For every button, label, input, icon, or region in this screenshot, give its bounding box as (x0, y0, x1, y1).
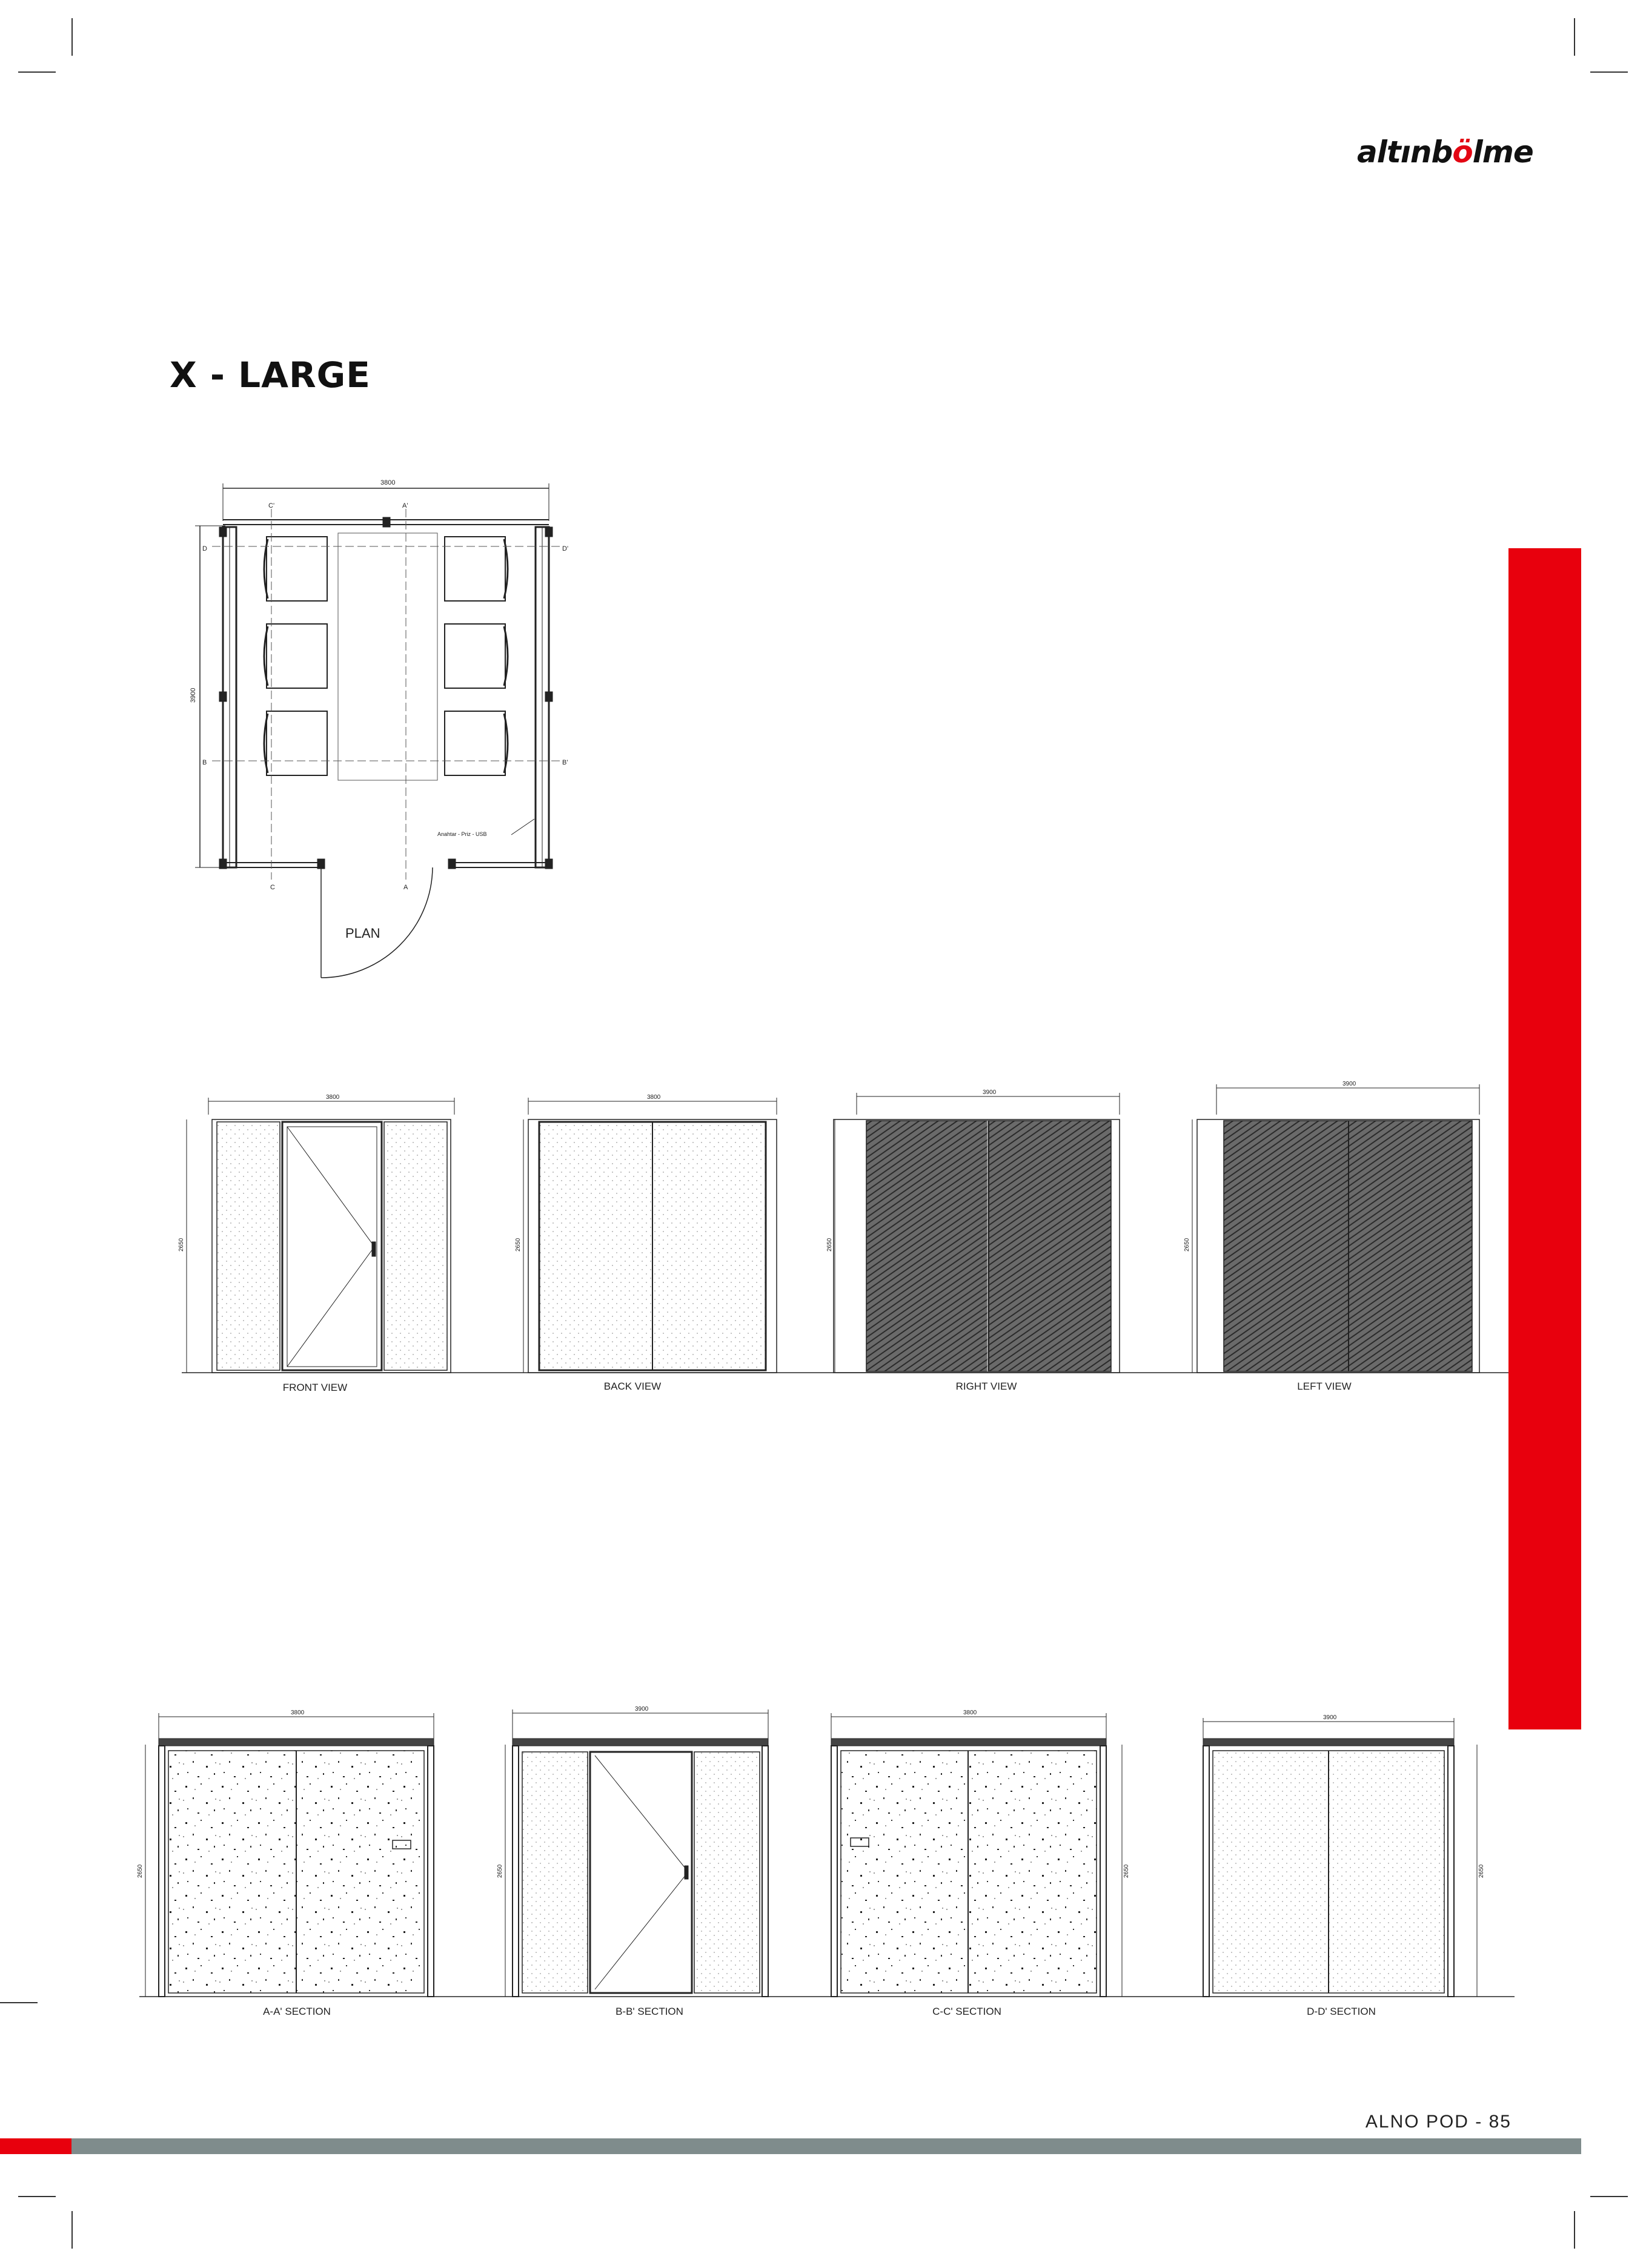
section-b-b (505, 1709, 768, 1997)
section-b-caption: B-B' SECTION (616, 2006, 683, 2017)
page-number-label: ALNO POD - 85 (1365, 2112, 1512, 2132)
dimension-label: 3800 (963, 1709, 977, 1716)
dimension-label: 3900 (635, 1706, 649, 1713)
dimension-label: 3900 (983, 1089, 997, 1096)
section-d-caption: D-D' SECTION (1307, 2006, 1376, 2017)
elevation-labels (178, 1081, 1356, 1252)
left-view (1192, 1084, 1479, 1373)
page-title: X - LARGE (170, 354, 371, 396)
back-view-caption: BACK VIEW (603, 1381, 662, 1392)
dimension-label: 2650 (1478, 1864, 1485, 1878)
dimension-label: 2650 (137, 1864, 144, 1878)
section-c-c (831, 1713, 1122, 1997)
section-marker: B (202, 759, 207, 766)
dimension-label: 2650 (1184, 1238, 1190, 1252)
section-marker: C' (268, 502, 275, 509)
right-view-caption: RIGHT VIEW (955, 1381, 1017, 1392)
footer-bar (71, 2138, 1581, 2154)
dimension-label: 3800 (380, 479, 396, 486)
elevation-captions (283, 1381, 1352, 1393)
dimension-label: 3800 (647, 1094, 661, 1101)
section-d-d (1203, 1718, 1477, 1997)
dimension-label: 2650 (515, 1238, 522, 1252)
section-c-caption: C-C' SECTION (932, 2006, 1001, 2017)
front-view-caption: FRONT VIEW (282, 1382, 348, 1393)
section-marker: D (202, 545, 207, 552)
plan-labels (190, 479, 568, 941)
plan-drawing (195, 483, 561, 978)
section-marker: A (403, 884, 408, 891)
logo-text: lme (1472, 134, 1533, 170)
logo-text: altınb (1357, 134, 1453, 170)
dimension-label: 2650 (178, 1238, 185, 1252)
footer-accent-bar (0, 2138, 71, 2154)
dimension-label: 2650 (826, 1238, 833, 1252)
section-marker: D' (562, 545, 569, 552)
section-captions (263, 2006, 1376, 2017)
dimension-label: 2650 (1123, 1864, 1130, 1878)
section-a-caption: A-A' SECTION (263, 2006, 331, 2017)
outlet-note: Anahtar - Priz - USB (437, 831, 487, 837)
dimension-label: 3800 (291, 1709, 305, 1716)
front-view (187, 1098, 454, 1373)
section-marker: C (270, 884, 275, 891)
dimension-label: 3900 (1342, 1081, 1356, 1087)
left-view-caption: LEFT VIEW (1297, 1381, 1352, 1392)
dimension-label: 2650 (497, 1864, 503, 1878)
section-a-a (145, 1713, 434, 1997)
dimension-label: 3900 (190, 688, 197, 703)
dimension-label: 3800 (326, 1094, 340, 1101)
back-view (523, 1098, 777, 1373)
section-marker: A' (402, 502, 408, 509)
dimension-label: 3900 (1323, 1714, 1337, 1721)
logo-accent: ö (1452, 134, 1473, 170)
section-marker: B' (562, 759, 568, 766)
right-view (834, 1093, 1120, 1373)
plan-caption: PLAN (345, 926, 380, 941)
